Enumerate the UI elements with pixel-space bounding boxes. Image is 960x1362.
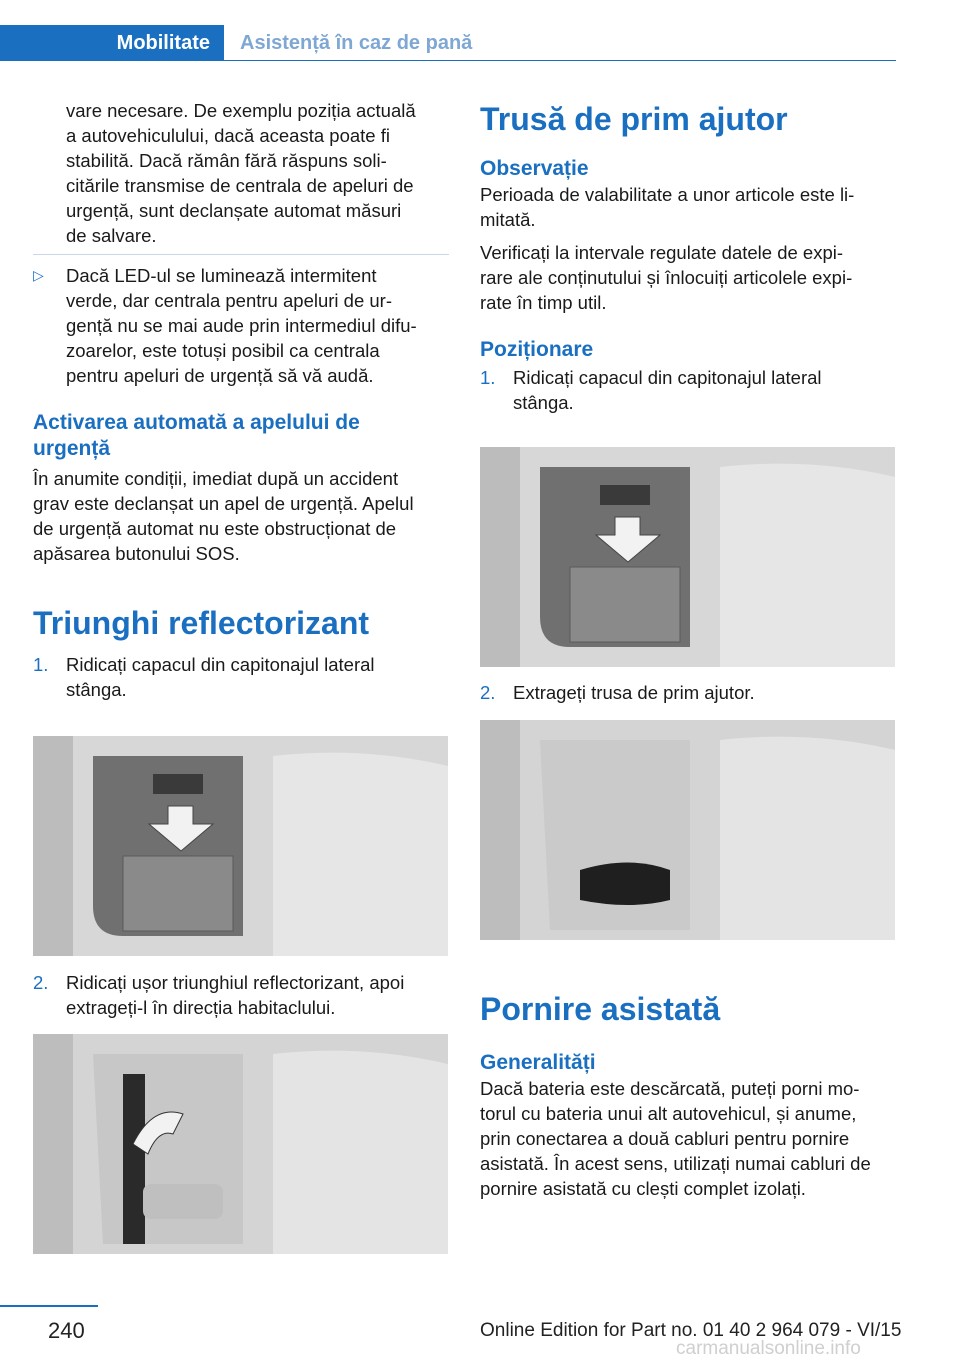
text-line: asistată. În acest sens, utilizați numai cabluri de — [480, 1153, 871, 1174]
page-number: 240 — [48, 1318, 85, 1343]
intro-paragraph — [33, 98, 449, 248]
right-step-2 — [480, 680, 896, 705]
text-line: pentru apeluri de urgență să vă audă. — [66, 365, 374, 386]
figure-trunk-cover-left — [33, 736, 448, 956]
header-tab-section[interactable]: Asistență în caz de pană — [240, 32, 473, 54]
left-step-2 — [33, 970, 449, 1020]
general-heading: Generalități — [480, 1051, 596, 1074]
text-line: mitată. — [480, 209, 536, 230]
step-number: 2. — [33, 972, 49, 993]
text-line: Perioada de valabilitate a unor articole este li‐ — [480, 184, 855, 205]
numbered-step — [33, 652, 449, 702]
step-number: 1. — [480, 367, 496, 388]
text-line: Ridicați ușor triunghiul reflectorizant, apoi — [66, 972, 405, 993]
text-line: Dacă bateria este descărcată, puteți porni mo‐ — [480, 1078, 860, 1099]
page-header — [0, 25, 896, 63]
text-line: rate în timp util. — [480, 292, 607, 313]
text-line: Extrageți trusa de prim ajutor. — [513, 682, 755, 703]
text-line: citările transmise de centrala de apeluri de — [66, 175, 414, 196]
header-rule — [224, 60, 896, 61]
text-line: În anumite condiții, imediat după un accident — [33, 468, 399, 489]
figure-first-aid-kit — [480, 720, 895, 940]
heading-line: Activarea automată a apelului de — [33, 411, 360, 434]
page-number-rule — [0, 1305, 98, 1307]
text-line: Ridicați capacul din capitonajul lateral — [513, 367, 822, 388]
section-heading-auto-call — [33, 410, 449, 462]
step-number: 1. — [33, 654, 49, 675]
online-edition-footer: Online Edition for Part no. 01 40 2 964 079 - VI/15 — [480, 1320, 902, 1341]
text-line: Ridicați capacul din capitonajul lateral — [66, 654, 375, 675]
text-line: verde, dar centrala pentru apeluri de ur‐ — [66, 290, 392, 311]
text-line: zoarelor, este totuși posibil ca centrala — [66, 340, 380, 361]
heading-line: urgență — [33, 437, 111, 460]
figure-trunk-cover-right — [480, 447, 895, 667]
right-jump-start — [480, 990, 896, 1201]
section-title-jump-start: Pornire asistată — [480, 991, 721, 1027]
text-line: rare ale conținutului și înlocuiți articolele expi‐ — [480, 267, 853, 288]
divider — [33, 254, 449, 255]
text-line: Dacă LED-ul se luminează intermitent — [66, 265, 377, 286]
text-line: apăsarea butonului SOS. — [33, 543, 240, 564]
auto-call-paragraph — [33, 466, 449, 566]
text-line: stânga. — [66, 679, 127, 700]
text-line: Verificați la intervale regulate datele de expi‐ — [480, 242, 844, 263]
text-line: grav este declanșat un apel de urgență. Apelul — [33, 493, 414, 514]
right-column — [480, 100, 896, 415]
header-tab-mobilitate[interactable]: Mobilitate — [116, 32, 210, 54]
figure-warning-triangle — [33, 1034, 448, 1254]
general-paragraph — [480, 1076, 896, 1201]
note-paragraph-2 — [480, 240, 896, 315]
step-number: 2. — [480, 682, 496, 703]
text-line: de salvare. — [66, 225, 157, 246]
text-line: stabilită. Dacă rămân fără răspuns soli‐ — [66, 150, 387, 171]
text-line: torul cu bateria unui alt autovehicul, și anume, — [480, 1103, 857, 1124]
section-title-first-aid: Trusă de prim ajutor — [480, 101, 788, 137]
text-line: gență nu se mai aude prin intermediul difu‐ — [66, 315, 417, 336]
watermark: carmanualsonline.info — [676, 1338, 861, 1359]
text-line: prin conectarea a două cabluri pentru pornire — [480, 1128, 850, 1149]
text-line: pornire asistată cu clești complet izolați. — [480, 1178, 806, 1199]
bullet-item — [33, 263, 449, 388]
text-line: stânga. — [513, 392, 574, 413]
position-heading: Poziționare — [480, 338, 594, 361]
text-line: vare necesare. De exemplu poziția actuală — [66, 100, 416, 121]
text-line: a autovehiculului, dacă aceasta poate fi — [66, 125, 390, 146]
text-line: de urgență automat nu este obstrucționat de — [33, 518, 397, 539]
numbered-step — [480, 365, 896, 415]
note-heading: Observație — [480, 157, 589, 180]
text-line: extrageți-l în direcția habitaclului. — [66, 997, 336, 1018]
left-column — [33, 98, 449, 702]
note-paragraph-1 — [480, 182, 896, 232]
triangle-bullet-icon: ▷ — [33, 267, 44, 283]
numbered-step — [480, 680, 896, 705]
numbered-step — [33, 970, 449, 1020]
text-line: urgență, sunt declanșate automat măsuri — [66, 200, 402, 221]
section-title-triangle: Triunghi reflectorizant — [33, 605, 370, 641]
